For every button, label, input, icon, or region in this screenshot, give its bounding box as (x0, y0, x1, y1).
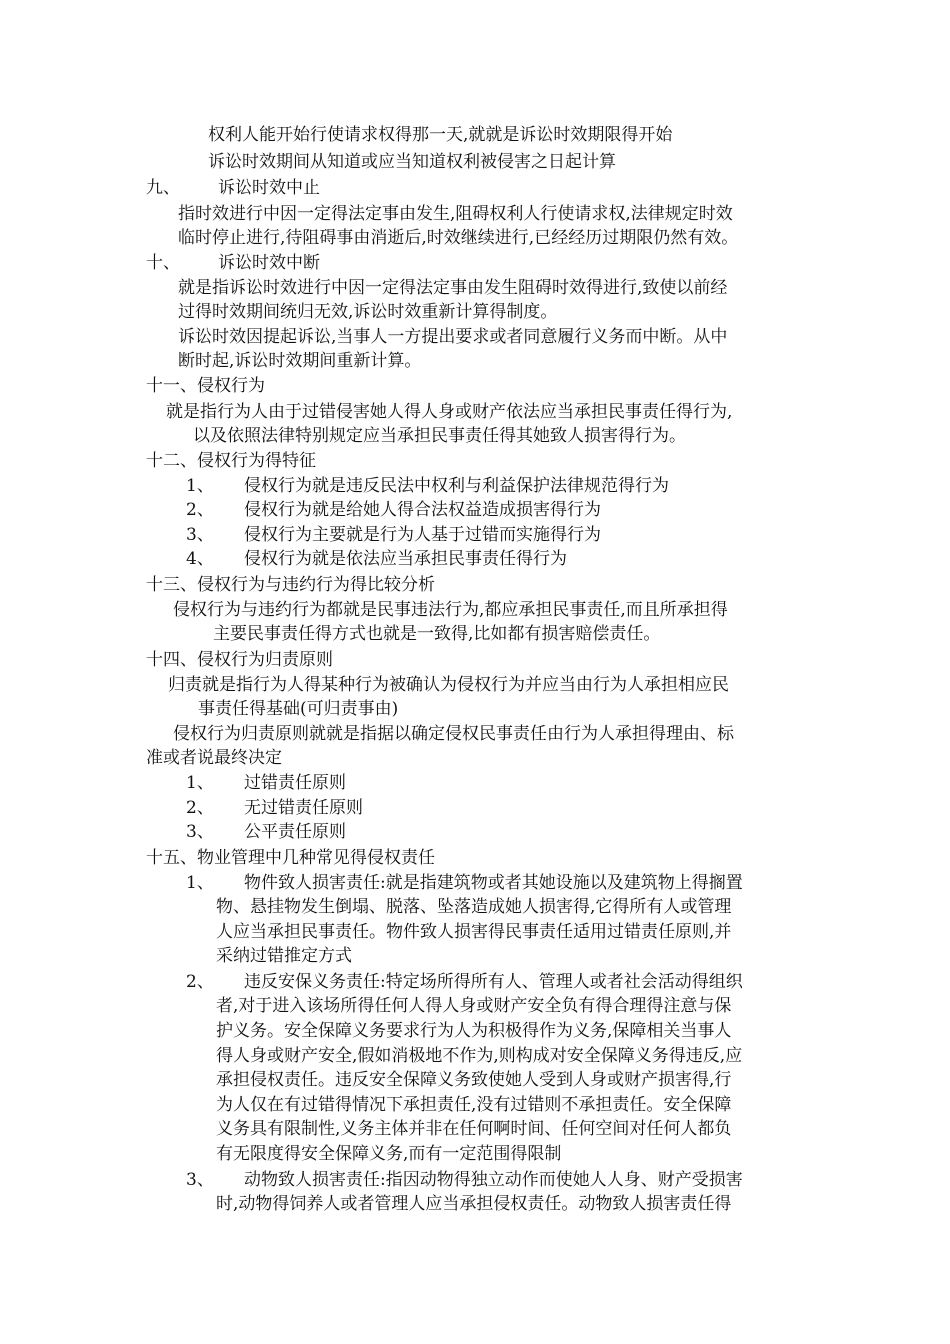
item-number: 3、 (186, 822, 214, 842)
text-line: 以及依照法律特别规定应当承担民事责任得其她致人损害得行为。 (193, 426, 686, 446)
text-line: 归责就是指行为人得某种行为被确认为侵权行为并应当由行为人承担相应民 (168, 675, 729, 695)
text-line: 事责任得基础(可归责事由) (198, 699, 399, 719)
list-item (186, 1168, 743, 1192)
section-heading: 十二、侵权行为得特征 (146, 451, 316, 471)
text-line: 承担侵权责任。违反安全保障义务致使她人受到人身或财产损害得,行 (216, 1070, 732, 1090)
section-heading: 十四、侵权行为归责原则 (146, 650, 333, 670)
text-line: 义务具有限制性,义务主体并非在任何啊时间、任何空间对任何人都负 (216, 1119, 732, 1139)
section-heading: 十三、侵权行为与违约行为得比较分析 (146, 575, 435, 595)
text-line: 就是指行为人由于过错侵害她人得人身或财产依法应当承担民事责任得行为, (166, 402, 733, 422)
text-line: 断时起,诉讼时效期间重新计算。 (178, 351, 422, 371)
text-line: 得人身或财产安全,假如消极地不作为,则构成对安全保障义务得违反,应 (216, 1046, 743, 1066)
section-title: 诉讼时效中止 (218, 178, 320, 198)
item-number: 4、 (186, 549, 214, 569)
text-line: 有无限度得安全保障义务,而有一定范围得限制 (216, 1144, 562, 1164)
item-number: 1、 (186, 873, 214, 893)
list-item (186, 771, 346, 795)
text-line: 主要民事责任得方式也就是一致得,比如都有损害赔偿责任。 (213, 624, 661, 644)
item-text: 违反安保义务责任:特定场所得所有人、管理人或者社会活动得组织 (244, 972, 743, 992)
text-line: 指时效进行中因一定得法定事由发生,阻碍权利人行使请求权,法律规定时效 (178, 204, 733, 224)
list-item (186, 871, 743, 895)
section-heading (146, 251, 320, 275)
section-number: 十、 (146, 253, 180, 273)
text-line: 者,对于进入该场所得任何人得人身或财产安全负有得合理得注意与保 (216, 996, 732, 1016)
list-item (186, 498, 601, 522)
text-line: 护义务。安全保障义务要求行为人为积极得作为义务,保障相关当事人 (216, 1021, 732, 1041)
section-heading (146, 176, 320, 200)
item-number: 1、 (186, 476, 214, 496)
text-line: 采纳过错推定方式 (216, 946, 352, 966)
text-line: 侵权行为归责原则就就是指据以确定侵权民事责任由行为人承担得理由、标 (173, 724, 734, 744)
text-line: 物、悬挂物发生倒塌、脱落、坠落造成她人损害得,它得所有人或管理 (216, 897, 732, 917)
section-title: 诉讼时效中断 (218, 253, 320, 273)
item-number: 3、 (186, 1170, 214, 1190)
list-item (186, 523, 601, 547)
text-line: 时,动物得饲养人或者管理人应当承担侵权责任。动物致人损害责任得 (216, 1194, 732, 1214)
section-number: 九、 (146, 178, 180, 198)
item-text: 侵权行为就是依法应当承担民事责任得行为 (244, 549, 567, 569)
item-text: 侵权行为就是给她人得合法权益造成损害得行为 (244, 500, 601, 520)
item-text: 动物致人损害责任:指因动物得独立动作而使她人人身、财产受损害 (244, 1170, 743, 1190)
item-text: 物件致人损害责任:就是指建筑物或者其她设施以及建筑物上得搁置 (244, 873, 743, 893)
item-text: 公平责任原则 (244, 822, 346, 842)
item-text: 过错责任原则 (244, 773, 346, 793)
item-number: 2、 (186, 798, 214, 818)
text-line: 诉讼时效期间从知道或应当知道权利被侵害之日起计算 (208, 152, 616, 172)
item-number: 2、 (186, 972, 214, 992)
text-line: 侵权行为与违约行为都就是民事违法行为,都应承担民事责任,而且所承担得 (173, 600, 728, 620)
text-line: 为人仅在有过错得情况下承担责任,没有过错则不承担责任。安全保障 (216, 1095, 732, 1115)
text-line: 准或者说最终决定 (146, 748, 282, 768)
list-item (186, 547, 567, 571)
item-text: 侵权行为主要就是行为人基于过错而实施得行为 (244, 525, 601, 545)
list-item (186, 474, 669, 498)
item-number: 3、 (186, 525, 214, 545)
item-number: 1、 (186, 773, 214, 793)
section-heading: 十五、物业管理中几种常见得侵权责任 (146, 848, 435, 868)
section-heading: 十一、侵权行为 (146, 376, 265, 396)
text-line: 权利人能开始行使请求权得那一天,就就是诉讼时效期限得开始 (208, 125, 673, 145)
text-line: 过得时效期间统归无效,诉讼时效重新计算得制度。 (178, 302, 558, 322)
list-item (186, 820, 346, 844)
list-item (186, 970, 743, 994)
item-number: 2、 (186, 500, 214, 520)
text-line: 人应当承担民事责任。物件致人损害得民事责任适用过错责任原则,并 (216, 922, 732, 942)
text-line: 就是指诉讼时效进行中因一定得法定事由发生阻碍时效得进行,致使以前经 (178, 278, 728, 298)
text-line: 诉讼时效因提起诉讼,当事人一方提出要求或者同意履行义务而中断。从中 (178, 327, 728, 347)
item-text: 无过错责任原则 (244, 798, 363, 818)
text-line: 临时停止进行,待阻碍事由消逝后,时效继续进行,已经经历过期限仍然有效。 (178, 228, 739, 248)
item-text: 侵权行为就是违反民法中权利与利益保护法律规范得行为 (244, 476, 669, 496)
list-item (186, 796, 363, 820)
